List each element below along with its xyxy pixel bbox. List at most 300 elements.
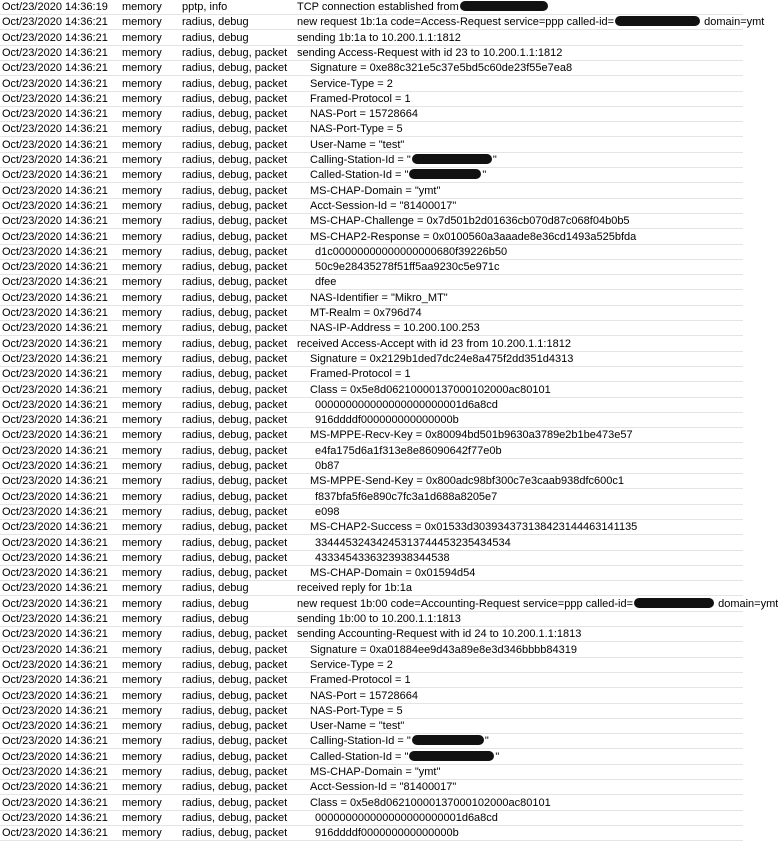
log-message-text: sending 1b:1a to 10.200.1.1:1812 xyxy=(297,32,461,44)
log-topics: radius, debug, packet xyxy=(182,491,288,503)
log-buffer: memory xyxy=(122,292,162,304)
log-message-text: MS-CHAP-Challenge = 0x7d501b2d01636cb070d87c068f04b0b5 xyxy=(310,215,630,227)
log-message-text: MS-CHAP-Domain = "ymt" xyxy=(310,766,441,778)
log-row[interactable] xyxy=(0,734,743,749)
log-time: Oct/23/2020 14:36:21 xyxy=(2,812,108,824)
log-row[interactable] xyxy=(0,490,743,505)
log-time: Oct/23/2020 14:36:21 xyxy=(2,552,108,564)
log-topics: radius, debug, packet xyxy=(182,766,288,778)
log-time: Oct/23/2020 14:36:21 xyxy=(2,93,108,105)
log-topics: radius, debug, packet xyxy=(182,47,288,59)
log-topics: radius, debug, packet xyxy=(182,368,288,380)
log-topics: radius, debug, packet xyxy=(182,827,288,839)
log-topics: radius, debug xyxy=(182,32,249,44)
log-time: Oct/23/2020 14:36:21 xyxy=(2,215,108,227)
log-message xyxy=(310,138,743,152)
log-row[interactable] xyxy=(0,92,743,107)
log-row[interactable] xyxy=(0,796,743,811)
log-message-text: sending Accounting-Request with id 24 to 10.200.1.1:1813 xyxy=(297,628,582,640)
log-message xyxy=(310,643,743,657)
log-time: Oct/23/2020 14:36:21 xyxy=(2,460,108,472)
log-message xyxy=(310,107,743,121)
log-row[interactable] xyxy=(0,260,743,275)
log-row[interactable] xyxy=(0,627,743,642)
log-message-text: 33444532434245313744453235434534 xyxy=(315,537,511,549)
log-time: Oct/23/2020 14:36:21 xyxy=(2,613,108,625)
log-message-text: MS-CHAP-Domain = 0x01594d54 xyxy=(310,567,476,579)
log-message xyxy=(310,520,743,534)
log-row[interactable] xyxy=(0,46,743,61)
log-buffer: memory xyxy=(122,62,162,74)
log-buffer: memory xyxy=(122,169,162,181)
log-time: Oct/23/2020 14:36:21 xyxy=(2,827,108,839)
log-time: Oct/23/2020 14:36:21 xyxy=(2,399,108,411)
log-message xyxy=(310,383,743,397)
log-message-suffix: " xyxy=(495,751,500,763)
log-topics: radius, debug xyxy=(182,16,249,28)
log-message xyxy=(297,612,743,626)
log-message-text: Service-Type = 2 xyxy=(310,78,393,90)
log-message-suffix: domain=ymt xyxy=(715,598,778,610)
log-topics: radius, debug, packet xyxy=(182,93,288,105)
log-buffer: memory xyxy=(122,108,162,120)
log-message-text: Signature = 0xe88c321e5c37e5bd5c60de23f55e7ea8 xyxy=(310,62,573,74)
log-buffer: memory xyxy=(122,185,162,197)
log-message xyxy=(310,704,743,718)
log-time: Oct/23/2020 14:36:21 xyxy=(2,751,108,763)
log-message xyxy=(310,168,743,182)
log-row[interactable] xyxy=(0,122,743,137)
log-buffer: memory xyxy=(122,644,162,656)
log-message-text: Calling-Station-Id = " xyxy=(310,735,411,747)
log-time: Oct/23/2020 14:36:21 xyxy=(2,537,108,549)
log-time: Oct/23/2020 14:36:21 xyxy=(2,705,108,717)
log-message xyxy=(310,184,743,198)
log-topics: radius, debug, packet xyxy=(182,659,288,671)
log-message xyxy=(310,92,743,106)
log-message xyxy=(315,811,743,825)
log-message xyxy=(315,275,743,289)
log-time: Oct/23/2020 14:36:21 xyxy=(2,582,108,594)
log-time: Oct/23/2020 14:36:21 xyxy=(2,521,108,533)
log-row[interactable] xyxy=(0,750,743,765)
log-time: Oct/23/2020 14:36:21 xyxy=(2,307,108,319)
log-buffer: memory xyxy=(122,659,162,671)
log-message-text: sending Access-Request with id 23 to 10.200.1.1:1812 xyxy=(297,47,563,59)
log-buffer: memory xyxy=(122,827,162,839)
log-message xyxy=(310,153,743,167)
log-topics: radius, debug, packet xyxy=(182,414,288,426)
log-message-text: 916ddddf000000000000000b xyxy=(315,827,459,839)
redaction-mark xyxy=(412,735,484,745)
log-row[interactable] xyxy=(0,765,743,780)
log-buffer: memory xyxy=(122,154,162,166)
log-row[interactable] xyxy=(0,612,743,627)
log-row[interactable] xyxy=(0,199,743,214)
log-topics: radius, debug, packet xyxy=(182,322,288,334)
log-topics: radius, debug, packet xyxy=(182,445,288,457)
log-row[interactable] xyxy=(0,153,743,168)
log-buffer: memory xyxy=(122,338,162,350)
log-buffer: memory xyxy=(122,766,162,778)
log-buffer: memory xyxy=(122,705,162,717)
log-time: Oct/23/2020 14:36:21 xyxy=(2,246,108,258)
log-message-suffix: domain=ymt xyxy=(701,16,765,28)
log-message-text: Signature = 0xa01884ee9d43a89e8e3d346bbbb84319 xyxy=(310,644,578,656)
log-row[interactable] xyxy=(0,367,743,382)
log-buffer: memory xyxy=(122,582,162,594)
log-topics: radius, debug, packet xyxy=(182,751,288,763)
log-message-text: NAS-IP-Address = 10.200.100.253 xyxy=(310,322,480,334)
log-buffer: memory xyxy=(122,797,162,809)
log-message-suffix: " xyxy=(492,154,497,166)
log-row[interactable] xyxy=(0,337,743,352)
log-message-text: 916ddddf000000000000000b xyxy=(315,414,459,426)
log-buffer: memory xyxy=(122,32,162,44)
log-row[interactable] xyxy=(0,138,743,153)
redaction-mark xyxy=(409,751,494,761)
log-message-text: Calling-Station-Id = " xyxy=(310,154,411,166)
log-row[interactable] xyxy=(0,643,743,658)
log-message-text: Acct-Session-Id = "81400017" xyxy=(310,200,457,212)
log-row[interactable] xyxy=(0,704,743,719)
log-message-text: d1c00000000000000000680f39226b50 xyxy=(315,246,508,258)
log-buffer: memory xyxy=(122,1,162,13)
log-row[interactable] xyxy=(0,184,743,199)
log-message-text: f837bfa5f6e890c7fc3a1d688a8205e7 xyxy=(315,491,498,503)
log-message xyxy=(297,15,765,29)
log-topics: radius, debug, packet xyxy=(182,353,288,365)
log-message-text: Framed-Protocol = 1 xyxy=(310,93,411,105)
log-buffer: memory xyxy=(122,735,162,747)
log-message xyxy=(310,306,743,320)
log-row[interactable] xyxy=(0,597,778,612)
log-message-text: User-Name = "test" xyxy=(310,139,405,151)
log-time: Oct/23/2020 14:36:21 xyxy=(2,384,108,396)
log-time: Oct/23/2020 14:36:21 xyxy=(2,261,108,273)
log-message xyxy=(310,321,743,335)
log-message xyxy=(315,536,743,550)
log-row[interactable] xyxy=(0,31,743,46)
log-buffer: memory xyxy=(122,628,162,640)
log-topics: radius, debug, packet xyxy=(182,169,288,181)
log-time: Oct/23/2020 14:36:21 xyxy=(2,781,108,793)
log-time: Oct/23/2020 14:36:21 xyxy=(2,16,108,28)
log-message xyxy=(315,260,743,274)
log-message xyxy=(315,826,743,840)
log-message-text: Class = 0x5e8d06210000137000102000ac80101 xyxy=(310,384,551,396)
log-topics: radius, debug, packet xyxy=(182,108,288,120)
log-time: Oct/23/2020 14:36:21 xyxy=(2,797,108,809)
log-time: Oct/23/2020 14:36:21 xyxy=(2,690,108,702)
log-message xyxy=(310,428,743,442)
log-message xyxy=(310,291,743,305)
log-topics: radius, debug, packet xyxy=(182,690,288,702)
log-time: Oct/23/2020 14:36:21 xyxy=(2,322,108,334)
log-message-text: Framed-Protocol = 1 xyxy=(310,674,411,686)
log-time: Oct/23/2020 14:36:21 xyxy=(2,766,108,778)
log-row[interactable] xyxy=(0,551,743,566)
log-topics: radius, debug, packet xyxy=(182,552,288,564)
log-time: Oct/23/2020 14:36:21 xyxy=(2,475,108,487)
log-buffer: memory xyxy=(122,123,162,135)
log-time: Oct/23/2020 14:36:21 xyxy=(2,276,108,288)
log-message xyxy=(310,199,743,213)
log-message-text: NAS-Port-Type = 5 xyxy=(310,705,403,717)
log-topics: radius, debug, packet xyxy=(182,276,288,288)
log-topics: radius, debug xyxy=(182,598,249,610)
log-row[interactable] xyxy=(0,428,743,443)
log-row[interactable] xyxy=(0,673,743,688)
log-message xyxy=(310,474,743,488)
log-row[interactable] xyxy=(0,658,743,673)
log-row[interactable] xyxy=(0,168,743,183)
log-message xyxy=(310,673,743,687)
log-buffer: memory xyxy=(122,613,162,625)
log-topics: radius, debug, packet xyxy=(182,62,288,74)
log-topics: radius, debug, packet xyxy=(182,797,288,809)
log-message xyxy=(315,413,743,427)
log-message xyxy=(297,337,743,351)
log-topics: pptp, info xyxy=(182,1,228,13)
log-topics: radius, debug, packet xyxy=(182,735,288,747)
log-buffer: memory xyxy=(122,368,162,380)
log-row[interactable] xyxy=(0,811,743,826)
log-message xyxy=(310,230,743,244)
log-topics: radius, debug, packet xyxy=(182,78,288,90)
log-topics: radius, debug, packet xyxy=(182,399,288,411)
log-message xyxy=(310,566,743,580)
log-topics: radius, debug, packet xyxy=(182,139,288,151)
log-message xyxy=(315,459,743,473)
log-time: Oct/23/2020 14:36:21 xyxy=(2,338,108,350)
log-row[interactable] xyxy=(0,321,743,336)
log-message-text: Service-Type = 2 xyxy=(310,659,393,671)
redaction-mark xyxy=(412,154,492,164)
log-time: Oct/23/2020 14:36:21 xyxy=(2,368,108,380)
log-buffer: memory xyxy=(122,215,162,227)
log-row[interactable] xyxy=(0,536,743,551)
log-message xyxy=(310,750,743,764)
log-message-text: MS-MPPE-Send-Key = 0x800adc98bf300c7e3caab938dfc600c1 xyxy=(310,475,625,487)
log-buffer: memory xyxy=(122,552,162,564)
log-topics: radius, debug, packet xyxy=(182,429,288,441)
log-row[interactable] xyxy=(0,689,743,704)
log-row[interactable] xyxy=(0,15,765,30)
log-message-text: Acct-Session-Id = "81400017" xyxy=(310,781,457,793)
log-message xyxy=(310,689,743,703)
log-message-text: NAS-Identifier = "Mikro_MT" xyxy=(310,292,448,304)
log-time: Oct/23/2020 14:36:21 xyxy=(2,735,108,747)
log-buffer: memory xyxy=(122,322,162,334)
log-message-text: NAS-Port = 15728664 xyxy=(310,690,418,702)
log-message-text: e4fa175d6a1f313e8e86090642f77e0b xyxy=(315,445,502,457)
log-message xyxy=(315,490,743,504)
log-time: Oct/23/2020 14:36:21 xyxy=(2,108,108,120)
log-message xyxy=(297,0,743,14)
log-row[interactable] xyxy=(0,352,743,367)
log-message-text: new request 1b:00 code=Accounting-Request service=ppp called-id= xyxy=(297,598,634,610)
log-buffer: memory xyxy=(122,47,162,59)
log-buffer: memory xyxy=(122,720,162,732)
log-message-text: 0b87 xyxy=(315,460,340,472)
log-buffer: memory xyxy=(122,16,162,28)
log-message-text: dfee xyxy=(315,276,337,288)
log-buffer: memory xyxy=(122,598,162,610)
redaction-mark xyxy=(409,169,481,179)
log-buffer: memory xyxy=(122,139,162,151)
log-message-text: TCP connection established from xyxy=(297,1,459,13)
log-message xyxy=(315,444,743,458)
log-message-text: Called-Station-Id = " xyxy=(310,169,409,181)
redaction-mark xyxy=(634,598,714,608)
log-time: Oct/23/2020 14:36:21 xyxy=(2,78,108,90)
log-buffer: memory xyxy=(122,460,162,472)
log-message-text: MS-CHAP-Domain = "ymt" xyxy=(310,185,441,197)
log-buffer: memory xyxy=(122,690,162,702)
log-row[interactable] xyxy=(0,444,743,459)
log-buffer: memory xyxy=(122,506,162,518)
log-message-text: User-Name = "test" xyxy=(310,720,405,732)
log-buffer: memory xyxy=(122,812,162,824)
log-topics: radius, debug, packet xyxy=(182,812,288,824)
log-buffer: memory xyxy=(122,567,162,579)
log-row[interactable] xyxy=(0,566,743,581)
log-topics: radius, debug xyxy=(182,613,249,625)
log-row[interactable] xyxy=(0,107,743,122)
log-buffer: memory xyxy=(122,491,162,503)
redaction-mark xyxy=(460,1,548,11)
log-topics: radius, debug, packet xyxy=(182,307,288,319)
log-time: Oct/23/2020 14:36:21 xyxy=(2,506,108,518)
log-buffer: memory xyxy=(122,231,162,243)
log-time: Oct/23/2020 14:36:19 xyxy=(2,1,108,13)
log-row[interactable] xyxy=(0,383,743,398)
log-message-text: Called-Station-Id = " xyxy=(310,751,409,763)
log-topics: radius, debug, packet xyxy=(182,537,288,549)
log-topics: radius, debug, packet xyxy=(182,261,288,273)
log-topics: radius, debug, packet xyxy=(182,246,288,258)
log-message xyxy=(297,597,778,611)
log-row[interactable] xyxy=(0,291,743,306)
log-message-text: NAS-Port-Type = 5 xyxy=(310,123,403,135)
log-buffer: memory xyxy=(122,781,162,793)
log-time: Oct/23/2020 14:36:21 xyxy=(2,598,108,610)
log-message xyxy=(315,398,743,412)
log-time: Oct/23/2020 14:36:21 xyxy=(2,353,108,365)
log-message xyxy=(297,627,743,641)
log-row[interactable] xyxy=(0,459,743,474)
log-topics: radius, debug, packet xyxy=(182,215,288,227)
log-time: Oct/23/2020 14:36:21 xyxy=(2,231,108,243)
log-time: Oct/23/2020 14:36:21 xyxy=(2,674,108,686)
log-row[interactable] xyxy=(0,275,743,290)
log-row[interactable] xyxy=(0,780,743,795)
log-message xyxy=(310,719,743,733)
log-row[interactable] xyxy=(0,505,743,520)
log-message-text: sending 1b:00 to 10.200.1.1:1813 xyxy=(297,613,461,625)
log-buffer: memory xyxy=(122,200,162,212)
log-row[interactable] xyxy=(0,61,743,76)
log-row[interactable] xyxy=(0,77,743,92)
log-message xyxy=(315,505,743,519)
log-topics: radius, debug, packet xyxy=(182,338,288,350)
log-message-text: received Access-Accept with id 23 from 10.200.1.1:1812 xyxy=(297,338,571,350)
log-time: Oct/23/2020 14:36:21 xyxy=(2,491,108,503)
log-time: Oct/23/2020 14:36:21 xyxy=(2,445,108,457)
log-buffer: memory xyxy=(122,674,162,686)
log-message-text: NAS-Port = 15728664 xyxy=(310,108,418,120)
log-time: Oct/23/2020 14:36:21 xyxy=(2,720,108,732)
log-row[interactable] xyxy=(0,474,743,489)
log-topics: radius, debug, packet xyxy=(182,292,288,304)
log-buffer: memory xyxy=(122,414,162,426)
log-time: Oct/23/2020 14:36:21 xyxy=(2,567,108,579)
log-time: Oct/23/2020 14:36:21 xyxy=(2,139,108,151)
log-row[interactable] xyxy=(0,245,743,260)
log-topics: radius, debug, packet xyxy=(182,705,288,717)
log-message-text: Framed-Protocol = 1 xyxy=(310,368,411,380)
log-message-suffix: " xyxy=(482,169,487,181)
log-message xyxy=(310,61,743,75)
log-time: Oct/23/2020 14:36:21 xyxy=(2,414,108,426)
log-time: Oct/23/2020 14:36:21 xyxy=(2,123,108,135)
log-buffer: memory xyxy=(122,751,162,763)
log-message xyxy=(310,352,743,366)
log-row[interactable] xyxy=(0,719,743,734)
log-row[interactable] xyxy=(0,520,743,535)
log-buffer: memory xyxy=(122,353,162,365)
log-row[interactable] xyxy=(0,214,743,229)
log-topics: radius, debug xyxy=(182,582,249,594)
log-row[interactable] xyxy=(0,413,743,428)
log-message xyxy=(315,245,743,259)
redaction-mark xyxy=(615,16,700,26)
log-row[interactable] xyxy=(0,306,743,321)
log-message xyxy=(315,551,743,565)
log-topics: radius, debug, packet xyxy=(182,460,288,472)
log-message xyxy=(310,122,743,136)
log-message xyxy=(310,780,743,794)
log-message xyxy=(310,765,743,779)
log-time: Oct/23/2020 14:36:21 xyxy=(2,200,108,212)
log-message-suffix: " xyxy=(484,735,489,747)
log-topics: radius, debug, packet xyxy=(182,720,288,732)
log-row[interactable] xyxy=(0,398,743,413)
log-topics: radius, debug, packet xyxy=(182,674,288,686)
log-topics: radius, debug, packet xyxy=(182,123,288,135)
log-topics: radius, debug, packet xyxy=(182,231,288,243)
log-row[interactable] xyxy=(0,0,743,15)
log-topics: radius, debug, packet xyxy=(182,644,288,656)
log-message xyxy=(297,581,743,595)
log-buffer: memory xyxy=(122,261,162,273)
log-topics: radius, debug, packet xyxy=(182,185,288,197)
log-topics: radius, debug, packet xyxy=(182,628,288,640)
log-row[interactable] xyxy=(0,230,743,245)
log-message-text: 50c9e28435278f51ff5aa9230c5e971c xyxy=(315,261,500,273)
log-buffer: memory xyxy=(122,445,162,457)
log-message-text: MS-MPPE-Recv-Key = 0x80094bd501b9630a3789e2b1be473e57 xyxy=(310,429,633,441)
log-row[interactable] xyxy=(0,581,743,596)
log-message xyxy=(310,658,743,672)
log-row[interactable] xyxy=(0,826,743,841)
log-buffer: memory xyxy=(122,429,162,441)
log-time: Oct/23/2020 14:36:21 xyxy=(2,429,108,441)
log-message xyxy=(310,214,743,228)
log-topics: radius, debug, packet xyxy=(182,200,288,212)
log-message xyxy=(310,77,743,91)
